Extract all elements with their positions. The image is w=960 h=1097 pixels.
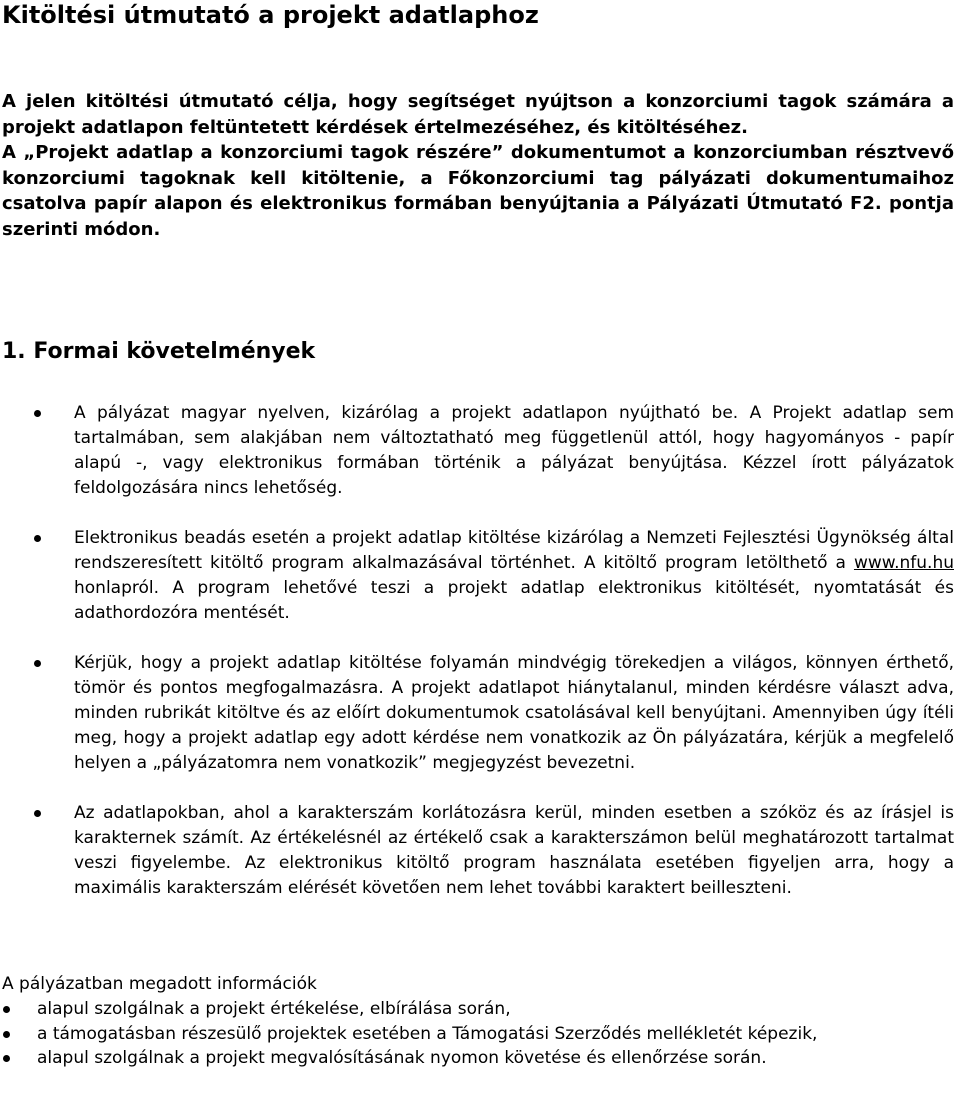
list-item-text bbox=[74, 528, 954, 623]
list-item bbox=[0, 401, 954, 501]
bullet-icon bbox=[3, 1055, 10, 1062]
list-item-text-part: Elektronikus beadás esetén a projekt adatlap kitöltése kizárólag a Nemzeti Fejlesztési Ügynökség által rendszeresített kitöltő program alkalmazásával történhet. A kitöltő program letölthető a bbox=[74, 528, 954, 573]
list-item bbox=[0, 1046, 954, 1071]
bullet-icon bbox=[34, 535, 41, 542]
intro-paragraph: A jelen kitöltési útmutató célja, hogy segítséget nyújtson a konzorciumi tagok számára a projekt adatlapon feltüntetett kérdések értelmezéséhez, és kitöltéséhez. bbox=[2, 91, 954, 138]
bullet-icon bbox=[3, 1031, 10, 1038]
bullet-icon bbox=[34, 660, 41, 667]
section-heading: 1. Formai követelmények bbox=[2, 339, 316, 364]
list-item bbox=[0, 651, 954, 776]
intro-paragraph: A „Projekt adatlap a konzorciumi tagok részére” dokumentumot a konzorciumban résztvevő konzorciumi tagoknak kell kitöltenie, a Főkonzorciumi tag pályázati dokumentumaihoz csatolva papír alapon és elektronikus formában benyújtania a Pályázati Útmutató F2. pontja szerinti módon. bbox=[2, 142, 954, 240]
list-item-text-part: honlapról. A program lehetővé teszi a projekt adatlap elektronikus kitöltését, nyomtatását és adathordozóra mentését. bbox=[74, 578, 954, 623]
list-item bbox=[0, 801, 954, 901]
list-item bbox=[0, 526, 954, 626]
nfu-website-link[interactable]: www.nfu.hu bbox=[853, 553, 954, 573]
document-title: Kitöltési útmutató a projekt adatlaphoz bbox=[2, 1, 539, 29]
info-list bbox=[0, 997, 960, 1071]
list-item-text: Kérjük, hogy a projekt adatlap kitöltése folyamán mindvégig törekedjen a világos, könnyen érthető, tömör és pontos megfogalmazásra. A projekt adatlapot hiánytalanul, minden kérdésre választ adva, minden rubrikát kitöltve és az előírt dokumentumok csatolásával kell benyújtani. Amennyiben úgy ítéli meg, hogy a projekt adatlap egy adott kérdése nem vonatkozik az Ön pályázatára, kérjük a megfelelő helyen a „pályázatomra nem vonatkozik” megjegyzést bevezetni. bbox=[74, 653, 954, 773]
list-item-text: Az adatlapokban, ahol a karakterszám korlátozásra kerül, minden esetben a szóköz és az írásjel is karakternek számít. Az értékelésnél az értékelő csak a karakterszámon belül meghatározott tartalmat veszi figyelembe. Az elektronikus kitöltő program használata esetében figyeljen arra, hogy a maximális karakterszám elérését követően nem lehet további karaktert beilleszteni. bbox=[74, 803, 954, 898]
list-item-text: a támogatásban részesülő projektek esetében a Támogatási Szerződés mellékletét képezik, bbox=[37, 1023, 818, 1044]
list-item-text: alapul szolgálnak a projekt megvalósításának nyomon követése és ellenőrzése során. bbox=[37, 1048, 767, 1068]
list-item bbox=[0, 1022, 954, 1047]
requirements-list bbox=[0, 401, 960, 926]
list-item-text: alapul szolgálnak a projekt értékelése, elbírálása során, bbox=[37, 999, 511, 1019]
info-intro: A pályázatban megadott információk bbox=[2, 974, 317, 994]
bullet-icon bbox=[3, 1006, 10, 1013]
list-item bbox=[0, 997, 954, 1022]
list-item-text: A pályázat magyar nyelven, kizárólag a projekt adatlapon nyújtható be. A Projekt adatlap sem tartalmában, sem alakjában nem változtatható meg függetlenül attól, hogy hagyományos - papír alapú -, vagy elektronikus formában történik a pályázat benyújtása. Kézzel írott pályázatok feldolgozására nincs lehetőség. bbox=[74, 403, 954, 498]
bullet-icon bbox=[34, 410, 41, 417]
bullet-icon bbox=[34, 810, 41, 817]
intro-section bbox=[2, 89, 954, 242]
